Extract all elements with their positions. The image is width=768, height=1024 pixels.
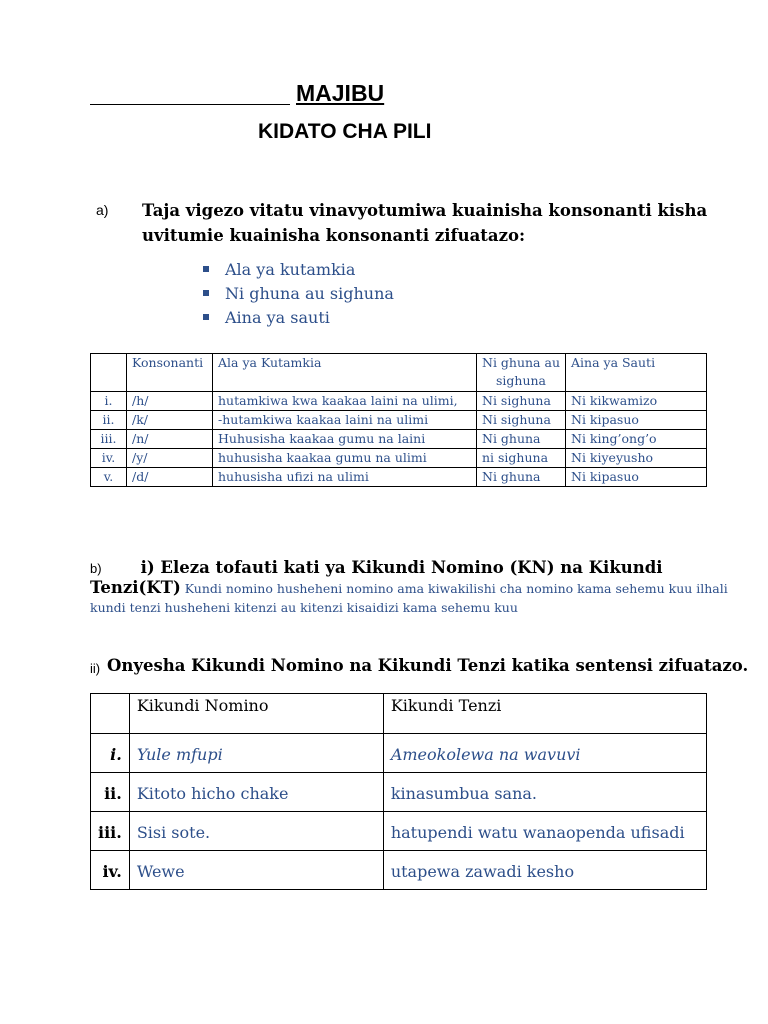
table-row <box>91 392 707 411</box>
question-a-label: a) <box>96 202 109 218</box>
table-cell: Ni kipasuo <box>566 468 707 487</box>
square-bullet-icon <box>203 266 209 272</box>
header-cell: Ni ghuna au sighuna <box>477 354 566 392</box>
table-cell: Yule mfupi <box>129 734 383 773</box>
title-underline-rule <box>90 104 290 105</box>
table-row <box>91 449 707 468</box>
question-b-answer: Kundi nomino husheheni nomino ama kiwakilishi cha nomino kama sehemu kuu ilhali kundi tenzi husheheni kitenzi au kitenzi kisaidizi kama sehemu kuu <box>90 581 728 615</box>
table-cell: /h/ <box>127 392 213 411</box>
bullet-item: Ala ya kutamkia <box>200 258 394 282</box>
table-cell: ni sighuna <box>477 449 566 468</box>
page-subtitle: KIDATO CHA PILI <box>258 120 432 143</box>
table-cell: Ni king’ong’o <box>566 430 707 449</box>
table-cell: hatupendi watu wanaopenda ufisadi <box>383 812 706 851</box>
question-a-text: Taja vigezo vitatu vinavyotumiwa kuainisha konsonanti kisha uvitumie kuainisha konsonanti zifuatazo: <box>142 201 708 245</box>
table-header-row <box>91 694 707 734</box>
question-b-title: i) Eleza tofauti kati ya Kikundi Nomino (KN) na Kikundi Tenzi(KT) <box>90 558 663 597</box>
table-cell: Sisi sote. <box>129 812 383 851</box>
header-cell: Kikundi Nomino <box>129 694 383 734</box>
page-title: MAJIBU <box>296 80 385 106</box>
table-row <box>91 734 707 773</box>
table-cell: Ni kiyeyusho <box>566 449 707 468</box>
table-cell: huhusisha kaakaa gumu na ulimi <box>213 449 477 468</box>
row-number: v. <box>91 468 127 487</box>
answer-a-bullets <box>200 258 394 330</box>
question-b-ii-text: Onyesha Kikundi Nomino na Kikundi Tenzi katika sentensi zifuatazo. <box>107 656 749 675</box>
row-number: i. <box>91 734 130 773</box>
bullet-item: Aina ya sauti <box>200 306 394 330</box>
table-header-row <box>91 354 707 392</box>
table-row <box>91 430 707 449</box>
table-cell: Ni sighuna <box>477 411 566 430</box>
table-cell: Ameokolewa na wavuvi <box>383 734 706 773</box>
header-cell: Kikundi Tenzi <box>383 694 706 734</box>
header-cell <box>91 354 127 392</box>
table-cell: utapewa zawadi kesho <box>383 851 706 890</box>
table-cell: hutamkiwa kwa kaakaa laini na ulimi, <box>213 392 477 411</box>
row-number: iv. <box>91 851 130 890</box>
header-cell <box>91 694 130 734</box>
kikundi-table <box>90 693 707 890</box>
square-bullet-icon <box>203 314 209 320</box>
square-bullet-icon <box>203 290 209 296</box>
table-row <box>91 411 707 430</box>
table-row <box>91 773 707 812</box>
table-row <box>91 812 707 851</box>
table-cell: /n/ <box>127 430 213 449</box>
question-b-label: b) <box>90 561 102 576</box>
table-row <box>91 468 707 487</box>
question-b-ii-label: ii) <box>90 661 101 676</box>
consonant-table <box>90 353 707 487</box>
row-number: iii. <box>91 430 127 449</box>
row-number: iii. <box>91 812 130 851</box>
table-cell: -hutamkiwa kaakaa laini na ulimi <box>213 411 477 430</box>
question-b-block <box>90 558 730 617</box>
header-cell: Konsonanti <box>127 354 213 392</box>
header-cell: Aina ya Sauti <box>566 354 707 392</box>
row-number: ii. <box>91 411 127 430</box>
bullet-item: Ni ghuna au sighuna <box>200 282 394 306</box>
table-row <box>91 851 707 890</box>
table-cell: kinasumbua sana. <box>383 773 706 812</box>
table-cell: /d/ <box>127 468 213 487</box>
table-cell: huhusisha ufizi na ulimi <box>213 468 477 487</box>
table-cell: Wewe <box>129 851 383 890</box>
table-cell: Huhusisha kaakaa gumu na laini <box>213 430 477 449</box>
table-cell: /y/ <box>127 449 213 468</box>
table-cell: /k/ <box>127 411 213 430</box>
row-number: i. <box>91 392 127 411</box>
table-cell: Ni ghuna <box>477 430 566 449</box>
table-cell: Ni kipasuo <box>566 411 707 430</box>
table-cell: Ni kikwamizo <box>566 392 707 411</box>
row-number: iv. <box>91 449 127 468</box>
header-cell: Ala ya Kutamkia <box>213 354 477 392</box>
table-cell: Kitoto hicho chake <box>129 773 383 812</box>
row-number: ii. <box>91 773 130 812</box>
table-cell: Ni sighuna <box>477 392 566 411</box>
table-cell: Ni ghuna <box>477 468 566 487</box>
